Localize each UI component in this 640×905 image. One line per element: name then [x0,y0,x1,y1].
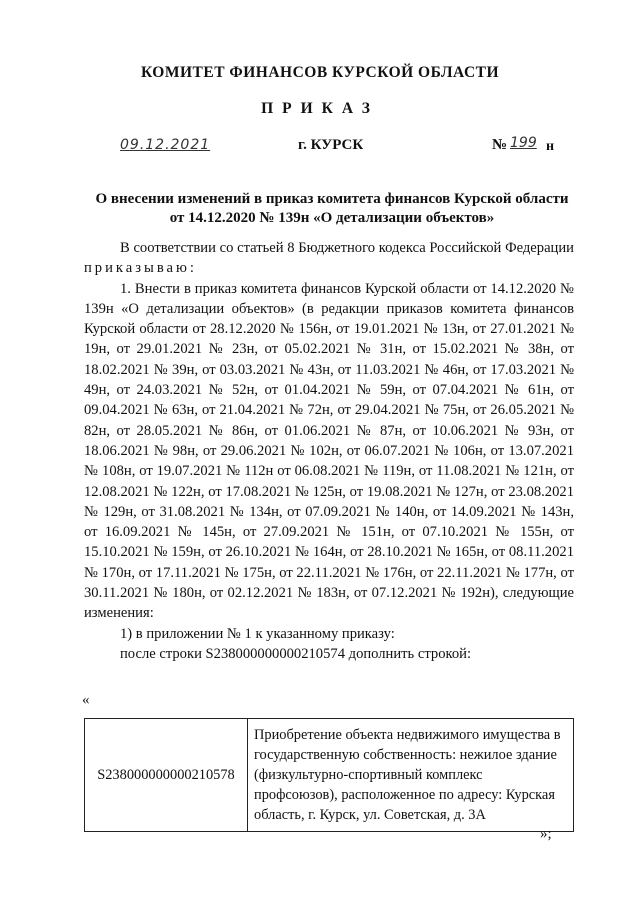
subject-heading [84,190,580,228]
object-code-cell: S238000000000210578 [85,719,248,832]
subject-line-2: от 14.12.2020 № 139н «О детализации объектов» [169,210,495,226]
inserted-row-table [84,718,574,832]
preamble-text: В соответствии со статьей 8 Бюджетного кодекса Российской Федерации [120,240,574,256]
number-suffix: н [546,139,555,154]
item-1-paragraph: 1. Внести в приказ комитета финансов Курской области от 14.12.2020 № 139н «О детализации объектов» (в редакции приказов комитета финансов Курской области от 28.12.2020 № 156н, от 19.01.2021 № 13н, от 27.01.2021 № 19н, от 29.01.2021 № 23н, от 05.02.2021 № 31н, от 15.02.2021 № 38н, от 18.02.2021 № 39н, от 03.03.2021 № 43н, от 11.03.2021 № 46н, от 17.03.2021 № 49н, от 24.03.2021 № 52н, от 01.04.2021 № 59н, от 07.04.2021 № 61н, от 09.04.2021 № 63н, от 21.04.2021 № 72н, от 29.04.2021 № 75н, от 26.05.2021 № 82н, от 28.05.2021 № 86н, от 01.06.2021 № 87н, от 10.06.2021 № 93н, от 18.06.2021 № 98н, от 29.06.2021 № 102н, от 06.07.2021 № 106н, от 13.07.2021 № 108н, от 19.07.2021 № 112н от 06.08.2021 № 119н, от 11.08.2021 № 121н, от 12.08.2021 № 122н, от 17.08.2021 № 125н, от 19.08.2021 № 127н, от 23.08.2021 № 129н, от 31.08.2021 № 134н, от 07.09.2021 № 140н, от 14.09.2021 № 143н, от 16.09.2021 № 145н, от 27.09.2021 № 151н, от 07.10.2021 № 155н, от 15.10.2021 № 159н, от 26.10.2021 № 164н, от 28.10.2021 № 165н, от 08.11.2021 № 170н, от 17.11.2021 № 175н, от 22.11.2021 № 176н, от 22.11.2021 № 177н, от 30.11.2021 № 180н, от 02.12.2021 № 183н, от 07.12.2021 № 192н), следующие изменения: [84,280,574,622]
doc-type-heading: ПРИКАЗ [261,100,379,117]
organization-title: КОМИТЕТ ФИНАНСОВ КУРСКОЙ ОБЛАСТИ [140,64,500,81]
after-row-paragraph: после строки S238000000000210574 дополнить строкой: [120,645,471,662]
preamble-order-word: приказываю [84,260,190,277]
object-description-cell: Приобретение объекта недвижимого имущества в государственную собственность: нежилое здание (физкультурно-спортивный комплекс профсоюзов), расположенное по адресу: Курская область, г. Курск, ул. Советская, д. 3А [248,719,574,832]
closing-quote: »; [540,826,552,842]
handwritten-date: 09.12.2021 [120,137,211,153]
table-row [85,719,574,832]
handwritten-number: 199 [510,135,537,151]
number-sign: № [492,137,508,153]
preamble-paragraph [84,238,574,279]
document-body [84,238,574,664]
preamble-colon: : [189,260,194,277]
opening-quote: « [82,692,90,708]
subitem-1-paragraph: 1) в приложении № 1 к указанному приказу: [120,625,395,642]
subject-line-1: О внесении изменений в приказ комитета финансов Курской области [95,191,569,207]
city-label: г. КУРСК [298,137,364,153]
